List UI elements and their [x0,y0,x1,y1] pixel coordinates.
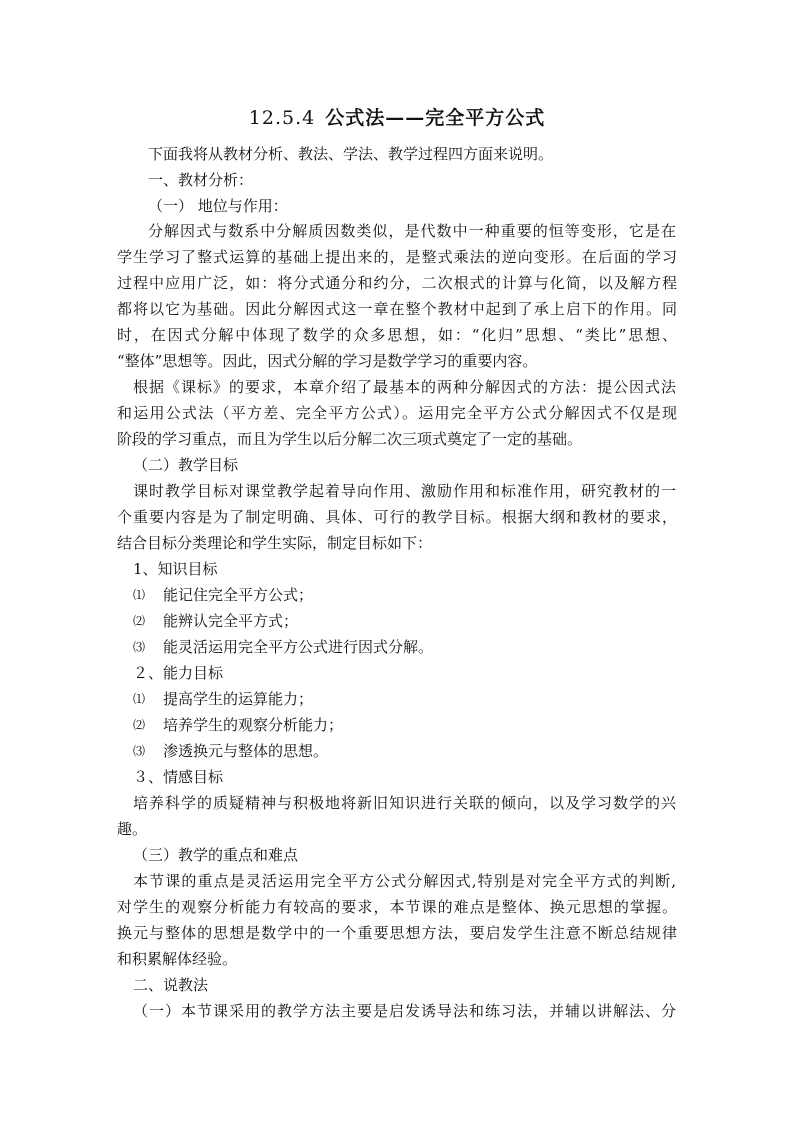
paragraph-line: 分解因式与数系中分解质因数类似，是代数中一种重要的恒等变形，它是在 [148,222,676,240]
list-item-text: 培养学生的观察分析能力； [163,716,344,734]
list-marker: ⑴ [133,692,146,706]
paragraph-line: 个重要内容是为了制定明确、具体、可行的教学目标。根据大纲和教材的要求， [117,508,677,526]
paragraph-line: “整体”思想等。因此，因式分解的学习是数学学习的重要内容。 [117,352,538,370]
list-item-text: 渗透换元与整体的思想。 [163,742,329,760]
section-heading-teaching-method: 二、说教法 [133,976,209,994]
list-item-text: 提高学生的运算能力； [163,690,314,708]
title-text: 公式法——完全平方公式 [325,107,546,129]
list-item [133,611,693,631]
page-title [0,104,794,132]
list-marker: ⑵ [133,718,146,732]
title-number: 12.5.4 [248,107,316,129]
list-marker: ⑶ [133,640,146,654]
paragraph-line: 课时教学目标对课堂教学起着导向作用、激励作用和标准作用，研究教材的一 [133,482,676,500]
paragraph-line: 培养科学的质疑精神与积极地将新旧知识进行关联的倾向，以及学习数学的兴 [133,794,676,812]
goal-heading-knowledge: 1、知识目标 [133,560,218,578]
list-marker: ⑶ [133,744,146,758]
paragraph-line: 都将以它为基础。因此分解因式这一章在整个教材中起到了承上启下的作用。同 [117,300,677,318]
list-item [133,715,693,735]
paragraph-line: 根据《课标》的要求，本章介绍了最基本的两种分解因式的方法：提公因式法 [133,378,676,396]
list-marker: ⑴ [133,588,146,602]
list-item [133,689,693,709]
list-item-text: 能辨认完全平方式； [163,612,299,630]
goal-heading-ability: ２、能力目标 [133,664,224,682]
paragraph-line: 对学生的观察分析能力有较高的要求，本节课的难点是整体、换元思想的掌握。 [117,898,677,916]
subsection-heading-position-role: （一） 地位与作用： [148,197,288,215]
list-marker: ⑵ [133,614,146,628]
list-item [133,741,693,761]
paragraph-line: 趣。 [117,820,148,838]
list-item [133,585,693,605]
paragraph-line: 和积累解体经验。 [117,950,238,968]
paragraph-line: 过程中应用广泛，如：将分式通分和约分，二次根式的计算与化简，以及解方程 [117,274,677,292]
paragraph-line: 学生学习了整式运算的基础上提出来的，是整式乘法的逆向变形。在后面的学习 [117,248,677,266]
goal-heading-emotion: ３、情感目标 [133,768,224,786]
paragraph-line: 和运用公式法（平方差、完全平方公式）。运用完全平方公式分解因式不仅是现 [117,404,677,422]
list-item-text: 能灵活运用完全平方公式进行因式分解。 [163,638,434,656]
list-item-text: 能记住完全平方公式； [163,586,314,604]
paragraph-line: 结合目标分类理论和学生实际，制定目标如下： [117,534,433,552]
paragraph-line: 阶段的学习重点，而且为学生以后分解二次三项式奠定了一定的基础。 [117,430,583,448]
list-item [133,637,693,657]
intro-line: 下面我将从教材分析、教法、学法、教学过程四方面来说明。 [148,145,554,163]
paragraph-line: 换元与整体的思想是数学中的一个重要思想方法，要启发学生注意不断总结规律 [117,924,677,942]
subsection-heading-teaching-goals: （二）教学目标 [133,456,239,474]
subsection-heading-key-points: （三）教学的重点和难点 [133,846,299,864]
section-heading-textbook-analysis: 一、教材分析： [148,171,254,189]
paragraph-line: （一）本节课采用的教学方法主要是启发诱导法和练习法，并辅以讲解法、分 [133,1002,676,1020]
paragraph-line: 时，在因式分解中体现了数学的众多思想，如：“化归”思想、“类比”思想、 [117,326,677,344]
paragraph-line: 本节课的重点是灵活运用完全平方公式分解因式,特别是对完全平方式的判断, [133,872,676,890]
